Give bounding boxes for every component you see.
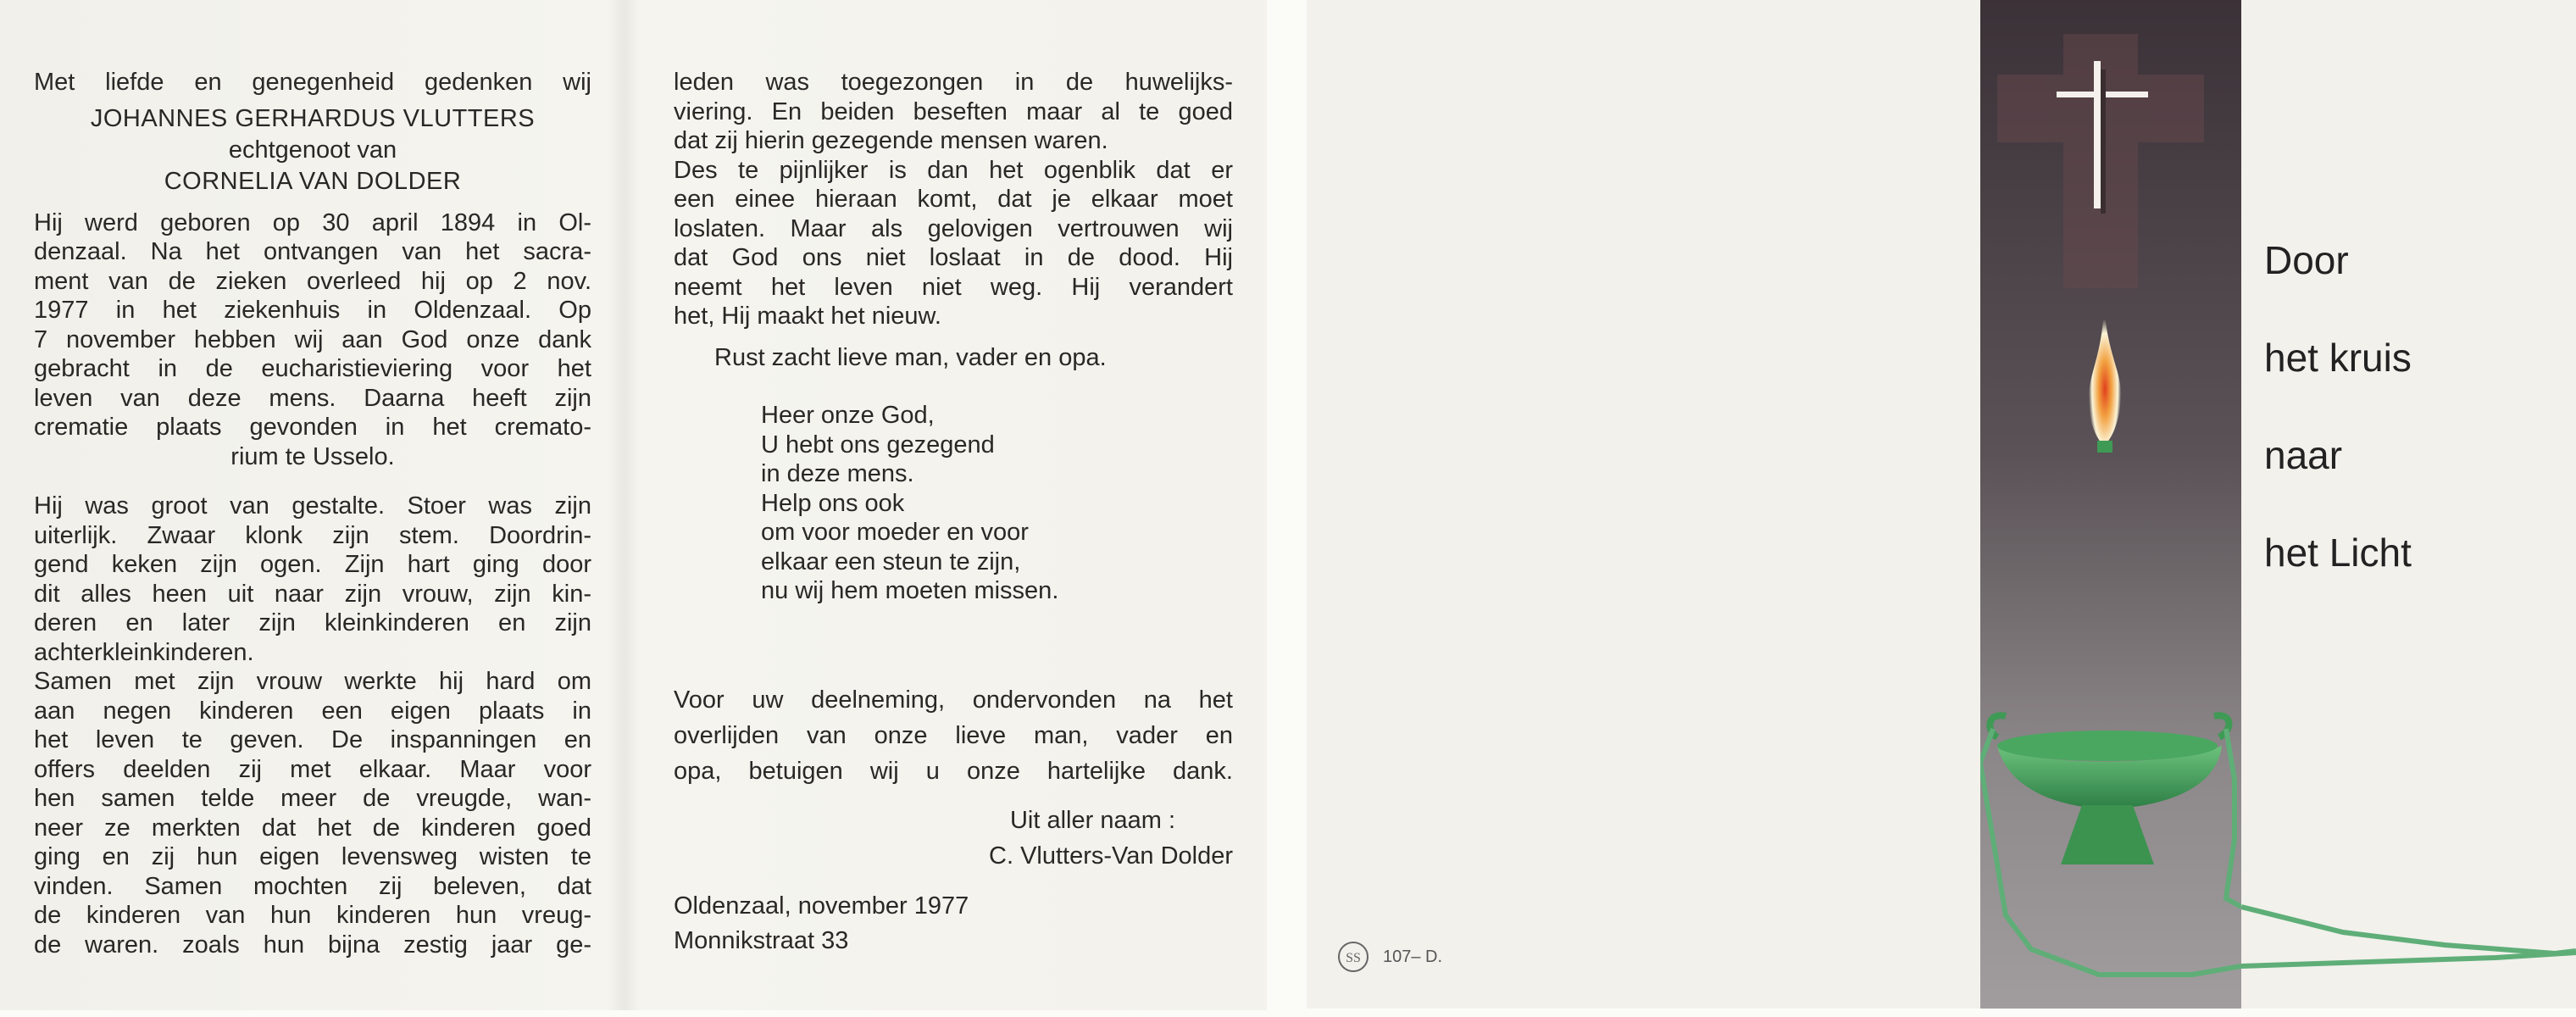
- text-line: het, Hij maakt het nieuw.: [674, 303, 941, 330]
- text-line: Des te pijnlijker is dan het ogenblik dat er: [674, 156, 1233, 184]
- intro-line: Met liefde en genegenheid gedenken wij: [34, 69, 591, 96]
- text-line: Samen met zijn vrouw werkte hij hard om: [34, 668, 591, 695]
- text-line: ment van de zieken overleed hij op 2 nov.: [34, 267, 591, 295]
- text-line: dat God ons niet loslaat in de dood. Hij: [674, 244, 1233, 271]
- text-line: elkaar een steun te zijn,: [761, 547, 1021, 575]
- text-line: leven van deze mens. Daarna heeft zijn: [34, 384, 591, 412]
- left-text-column: [34, 68, 591, 959]
- deceased-name: JOHANNES GERHARDUS VLUTTERS: [90, 104, 536, 132]
- motto-line: het kruis: [2264, 336, 2412, 380]
- text-line: neemt het leven niet weg. Hij verandert: [674, 273, 1233, 301]
- text-line: neer ze merkten dat het de kinderen goed: [34, 814, 591, 842]
- text-line: Hij werd geboren op 30 april 1894 in Ol-: [34, 208, 591, 236]
- text-line: 7 november hebben wij aan God onze dank: [34, 325, 591, 353]
- text-line: gebracht in de eucharistieviering voor het: [34, 355, 591, 382]
- relation-line: echtgenoot van: [228, 136, 397, 164]
- card-inner-spread: [0, 0, 1267, 1010]
- text-line: Heer onze God,: [761, 402, 935, 429]
- cover-motto: [2264, 212, 2412, 602]
- text-line: opa, betuigen wij u onze hartelijke dank.: [674, 757, 1233, 785]
- text-line: loslaten. Maar als gelovigen vertrouwen wij: [674, 214, 1233, 242]
- text-line: dat zij hierin gezegende mensen waren.: [674, 127, 1108, 154]
- text-line: Voor uw deelneming, ondervonden na het: [674, 686, 1233, 714]
- place-date: Oldenzaal, november 1977: [674, 892, 969, 920]
- signoff-name: C. Vlutters-Van Dolder: [989, 842, 1233, 870]
- text-line: in deze mens.: [761, 460, 914, 487]
- text-line: hen samen telde meer de vreugde, wan-: [34, 785, 591, 812]
- text-line: nu wij hem moeten missen.: [761, 577, 1059, 604]
- text-line: dit alles heen uit naar zijn vrouw, zijn kin-: [34, 580, 591, 608]
- text-line: rium te Usselo.: [230, 442, 395, 470]
- text-line: denzaal. Na het ontvangen van het sacra-: [34, 238, 591, 265]
- motto-line: naar: [2264, 433, 2343, 477]
- text-line: om voor moeder en voor: [761, 519, 1029, 546]
- address: Monnikstraat 33: [674, 926, 849, 954]
- text-line: vinden. Samen mochten zij beleven, dat: [34, 872, 591, 900]
- print-code: 107– D.: [1383, 947, 1443, 966]
- text-line: leden was toegezongen in de huwelijks-: [674, 69, 1233, 96]
- motto-line: Door: [2264, 238, 2349, 282]
- text-line: U hebt ons gezegend: [761, 431, 995, 458]
- text-line: overlijden van onze lieve man, vader en: [674, 721, 1233, 749]
- cross-and-lamp-illustration: [1980, 0, 2241, 1009]
- text-line: de waren. zoals hun bijna zestig jaar ge-: [34, 931, 591, 959]
- text-line: het leven te geven. De inspanningen en: [34, 726, 591, 753]
- character-paragraph: [34, 492, 591, 959]
- spouse-name: CORNELIA VAN DOLDER: [164, 168, 462, 195]
- text-line: de kinderen van hun kinderen hun vreug-: [34, 902, 591, 929]
- text-line: een einee hieraan komt, dat je elkaar moet: [674, 186, 1233, 213]
- text-line: Help ons ook: [761, 489, 905, 517]
- text-line: gend keken zijn ogen. Zijn hart ging door: [34, 551, 591, 578]
- svg-text:SS: SS: [1346, 951, 1361, 965]
- signoff-label: Uit aller naam :: [1009, 806, 1175, 834]
- text-line: viering. En beiden beseften maar al te goed: [674, 97, 1233, 125]
- thanks-paragraph: [674, 682, 1233, 789]
- text-line: crematie plaats gevonden in het cremato-: [34, 414, 591, 441]
- biography-paragraph: [34, 208, 591, 472]
- text-line: deren en later zijn kleinkinderen en zijn: [34, 609, 591, 636]
- prayer-verse: [761, 401, 1233, 606]
- text-line: achterkleinkinderen.: [34, 638, 254, 666]
- text-line: ging en zij hun eigen levensweg wisten te: [34, 843, 591, 870]
- text-line: aan negen kinderen een eigen plaats in: [34, 697, 591, 725]
- middle-text-column: [674, 68, 1233, 959]
- faith-paragraph: [674, 68, 1233, 331]
- motto-line: het Licht: [2264, 531, 2412, 575]
- text-line: 1977 in het ziekenhuis in Oldenzaal. Op: [34, 297, 591, 324]
- text-line: offers deelden zij met elkaar. Maar voor: [34, 755, 591, 783]
- farewell-line: Rust zacht lieve man, vader en opa.: [714, 343, 1107, 371]
- text-line: Hij was groot van gestalte. Stoer was zijn: [34, 492, 591, 520]
- publisher-logo-icon: [1337, 941, 1369, 973]
- chain-tail-icon: [2241, 898, 2576, 983]
- publisher-mark: [1337, 941, 1442, 973]
- text-line: uiterlijk. Zwaar klonk zijn stem. Doordrin-: [34, 521, 591, 549]
